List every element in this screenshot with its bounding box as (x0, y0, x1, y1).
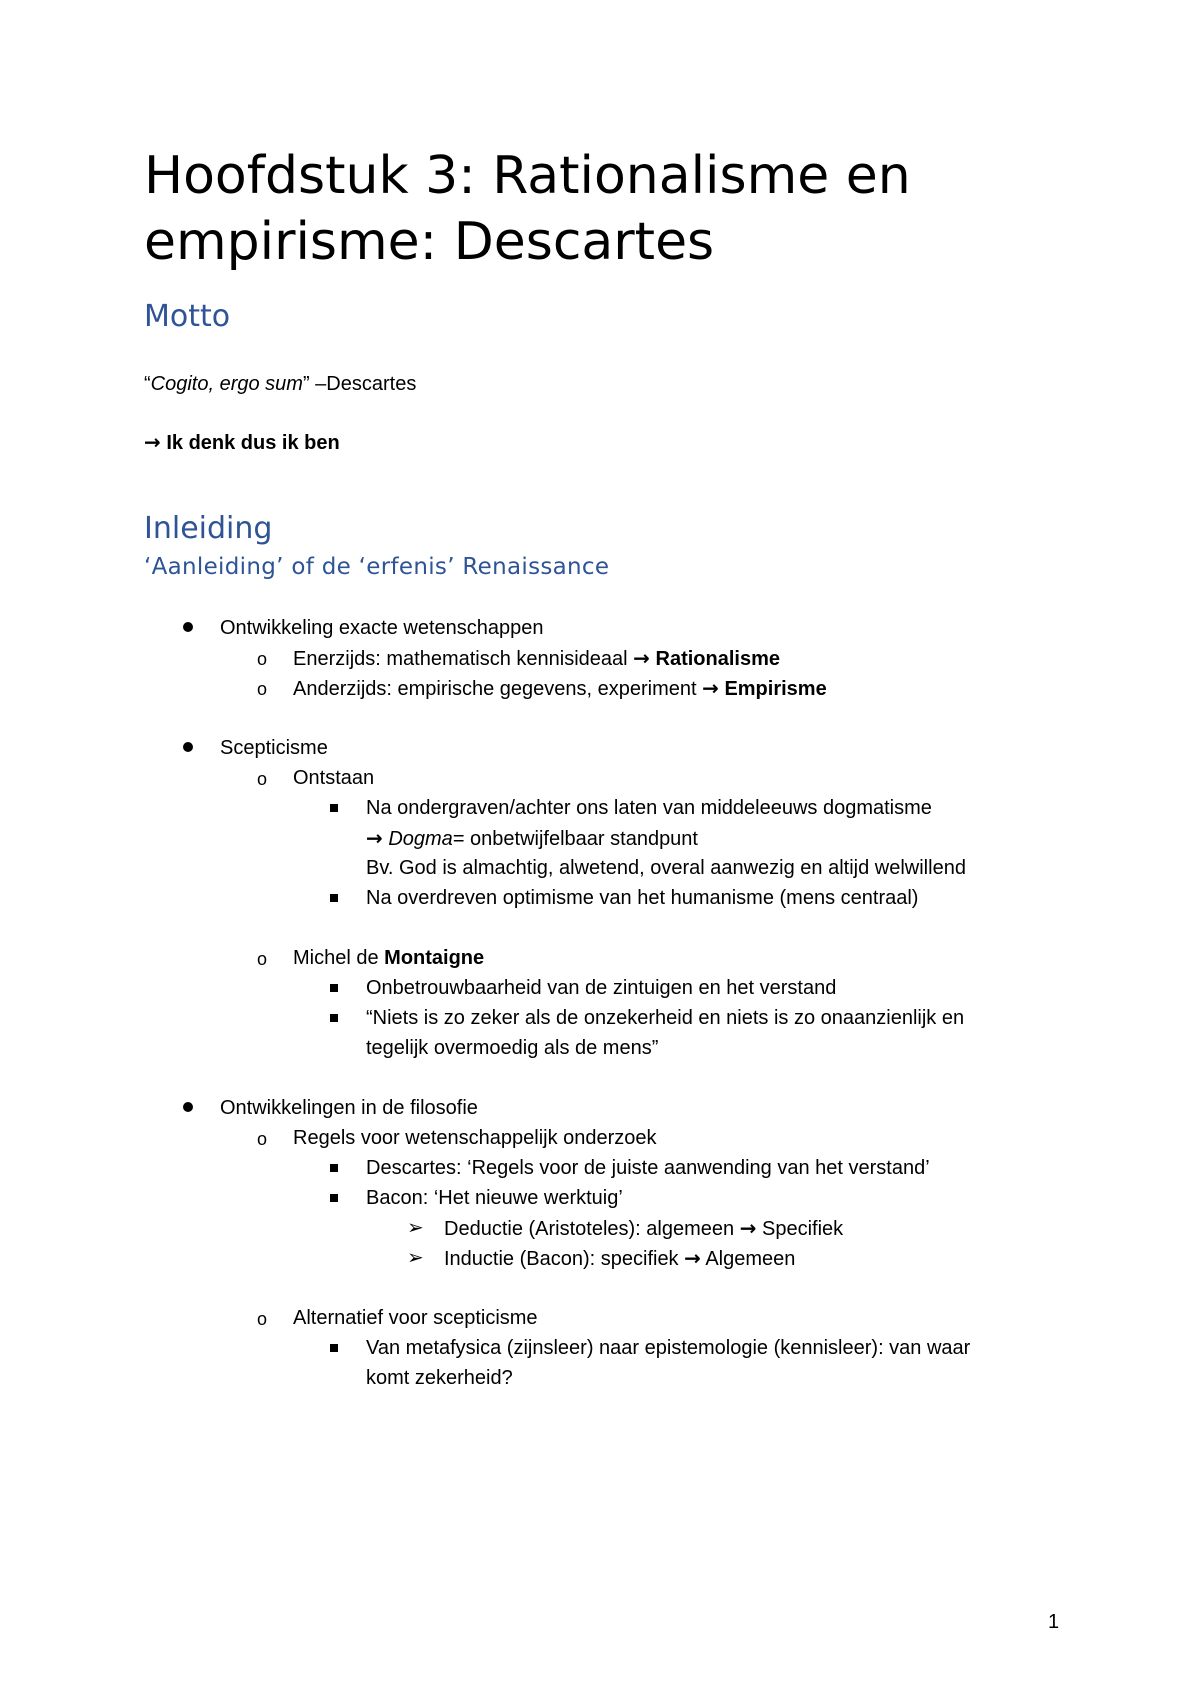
circle-bullet-icon: o (257, 1129, 268, 1149)
page-title-line-2: empirisme: Descartes (144, 212, 715, 272)
list-item-quote-line-2: tegelijk overmoedig als de mens” (366, 1037, 659, 1059)
montaigne-name: Montaigne (384, 947, 485, 969)
inleiding-subheading: ‘Aanleiding’ of de ‘erfenis’ Renaissance (144, 554, 610, 580)
motto-translation (144, 432, 340, 453)
rationalisme-term: Rationalisme (655, 648, 780, 670)
list-item-filosofie: Ontwikkelingen in de filosofie (220, 1097, 478, 1119)
quote-text: Cogito, ergo sum (150, 373, 303, 395)
circle-bullet-icon: o (257, 1309, 268, 1329)
list-item-quote-line-1: “Niets is zo zeker als de onzekerheid en niets is zo onaanzienlijk en (366, 1007, 965, 1029)
list-item-onbetrouwbaarheid: Onbetrouwbaarheid van de zintuigen en het verstand (366, 977, 837, 999)
right-arrow-icon: → (144, 430, 161, 454)
list-item-anderzijds (293, 678, 827, 699)
arrowhead-bullet-icon: ➢ (407, 1215, 424, 1239)
page-title-line-1: Hoofdstuk 3: Rationalisme en (144, 146, 911, 206)
motto-heading: Motto (144, 299, 231, 334)
square-bullet-icon (330, 1164, 338, 1172)
bullet-icon (183, 622, 193, 632)
list-item-montaigne (293, 948, 484, 968)
motto-quote (144, 374, 416, 394)
right-arrow-icon: → (684, 1246, 701, 1270)
dogma-term: Dogma (388, 828, 453, 850)
empirisme-term: Empirisme (724, 678, 827, 700)
list-item-dogmatisme: Na ondergraven/achter ons laten van middeleeuws dogmatisme (366, 797, 932, 819)
circle-bullet-icon: o (257, 769, 268, 789)
square-bullet-icon (330, 1014, 338, 1022)
list-item-enerzijds (293, 648, 780, 669)
list-item-regels: Regels voor wetenschappelijk onderzoek (293, 1127, 657, 1149)
square-bullet-icon (330, 894, 338, 902)
inductie-text: Inductie (Bacon): specifiek (444, 1248, 679, 1270)
list-item-scepticisme: Scepticisme (220, 737, 328, 759)
right-arrow-icon: → (366, 826, 383, 850)
bullet-icon (183, 1102, 193, 1112)
montaigne-prefix: Michel de (293, 947, 385, 969)
page-number: 1 (1048, 1611, 1060, 1633)
square-bullet-icon (330, 984, 338, 992)
list-item-descartes: Descartes: ‘Regels voor de juiste aanwending van het verstand’ (366, 1157, 930, 1179)
circle-bullet-icon: o (257, 949, 268, 969)
inductie-result: Algemeen (705, 1248, 796, 1270)
quote-attribution: ” –Descartes (302, 373, 417, 395)
dogma-definition (366, 828, 698, 849)
bullet-icon (183, 742, 193, 752)
deductie-result: Specifiek (762, 1218, 844, 1240)
list-item-alternatief: Alternatief voor scepticisme (293, 1307, 538, 1329)
square-bullet-icon (330, 804, 338, 812)
dogma-definition-text: = onbetwijfelbaar standpunt (452, 828, 698, 850)
circle-bullet-icon: o (257, 649, 268, 669)
anderzijds-text: Anderzijds: empirische gegevens, experiment (293, 678, 697, 700)
list-item-inductie (444, 1248, 795, 1269)
list-item-humanisme: Na overdreven optimisme van het humanisme (mens centraal) (366, 887, 919, 909)
inleiding-heading: Inleiding (144, 511, 273, 546)
list-item-bacon: Bacon: ‘Het nieuwe werktuig’ (366, 1187, 623, 1209)
arrowhead-bullet-icon: ➢ (407, 1245, 424, 1269)
quote-open: “ (144, 373, 151, 395)
right-arrow-icon: → (633, 646, 650, 670)
list-item-metafysica-line-2: komt zekerheid? (366, 1367, 513, 1389)
list-item-ontwikkeling: Ontwikkeling exacte wetenschappen (220, 617, 544, 639)
translation-text: Ik denk dus ik ben (166, 432, 340, 454)
right-arrow-icon: → (739, 1216, 757, 1240)
list-item-deductie (444, 1218, 843, 1239)
square-bullet-icon (330, 1194, 338, 1202)
deductie-text: Deductie (Aristoteles): algemeen (444, 1218, 735, 1240)
enerzijds-text: Enerzijds: mathematisch kennisideaal (293, 648, 628, 670)
list-item-metafysica-line-1: Van metafysica (zijnsleer) naar epistemologie (kennisleer): van waar (366, 1337, 971, 1359)
circle-bullet-icon: o (257, 679, 268, 699)
square-bullet-icon (330, 1344, 338, 1352)
dogma-example: Bv. God is almachtig, alwetend, overal aanwezig en altijd welwillend (366, 857, 966, 879)
list-item-ontstaan: Ontstaan (293, 767, 375, 789)
right-arrow-icon: → (702, 676, 719, 700)
